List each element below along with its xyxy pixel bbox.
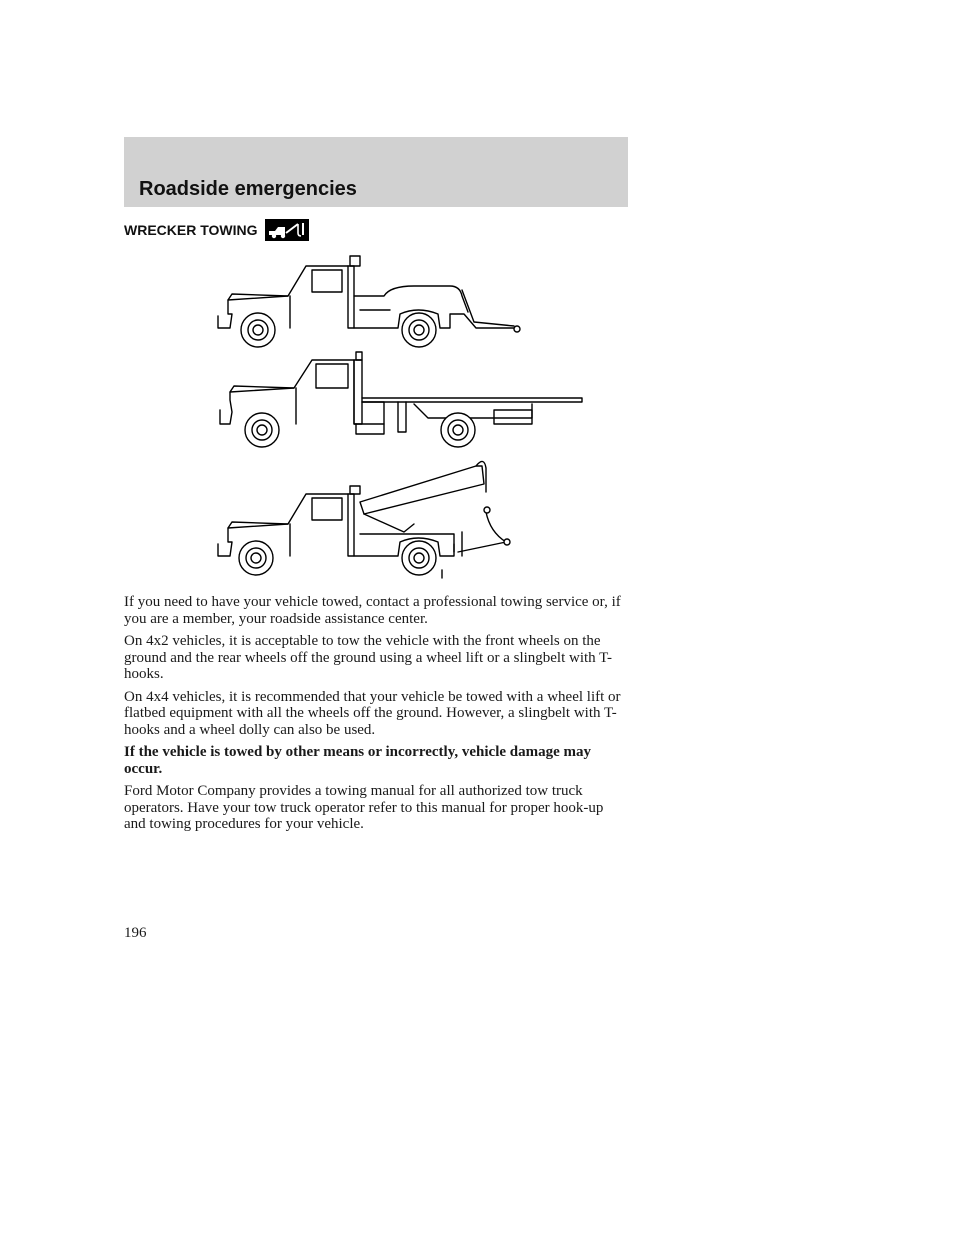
header-band [124,137,628,207]
tow-truck-icon [265,219,309,241]
paragraph: If you need to have your vehicle towed, contact a professional towing service or, if you are a member, your roadside assistance center. [124,594,621,627]
wheel-lift-truck-illustration [218,256,520,347]
page-number: 196 [124,925,147,941]
body-text [124,594,628,839]
boom-wrecker-truck-illustration [218,461,510,578]
paragraph: Ford Motor Company provides a towing manual for all authorized tow truck operators. Have your tow truck operator refer to this manual for proper hook-up and towing procedures for your vehicle. [124,783,604,832]
section-heading [124,219,309,241]
paragraph: On 4x2 vehicles, it is acceptable to tow the vehicle with the front wheels on the ground and the rear wheels off the ground using a wheel lift or a slingbelt with T-hooks. [124,633,612,682]
warning-paragraph: If the vehicle is towed by other means or incorrectly, vehicle damage may occur. [124,744,592,777]
paragraph: On 4x4 vehicles, it is recommended that your vehicle be towed with a wheel lift or flatbed equipment with all the wheels off the ground. However, a slingbelt with T-hooks and a wheel dolly can also be used. [124,688,621,738]
flatbed-truck-illustration [220,352,582,447]
page-title: Roadside emergencies [139,178,357,200]
section-heading-label: WRECKER TOWING [124,222,258,238]
tow-truck-illustrations [214,252,586,582]
